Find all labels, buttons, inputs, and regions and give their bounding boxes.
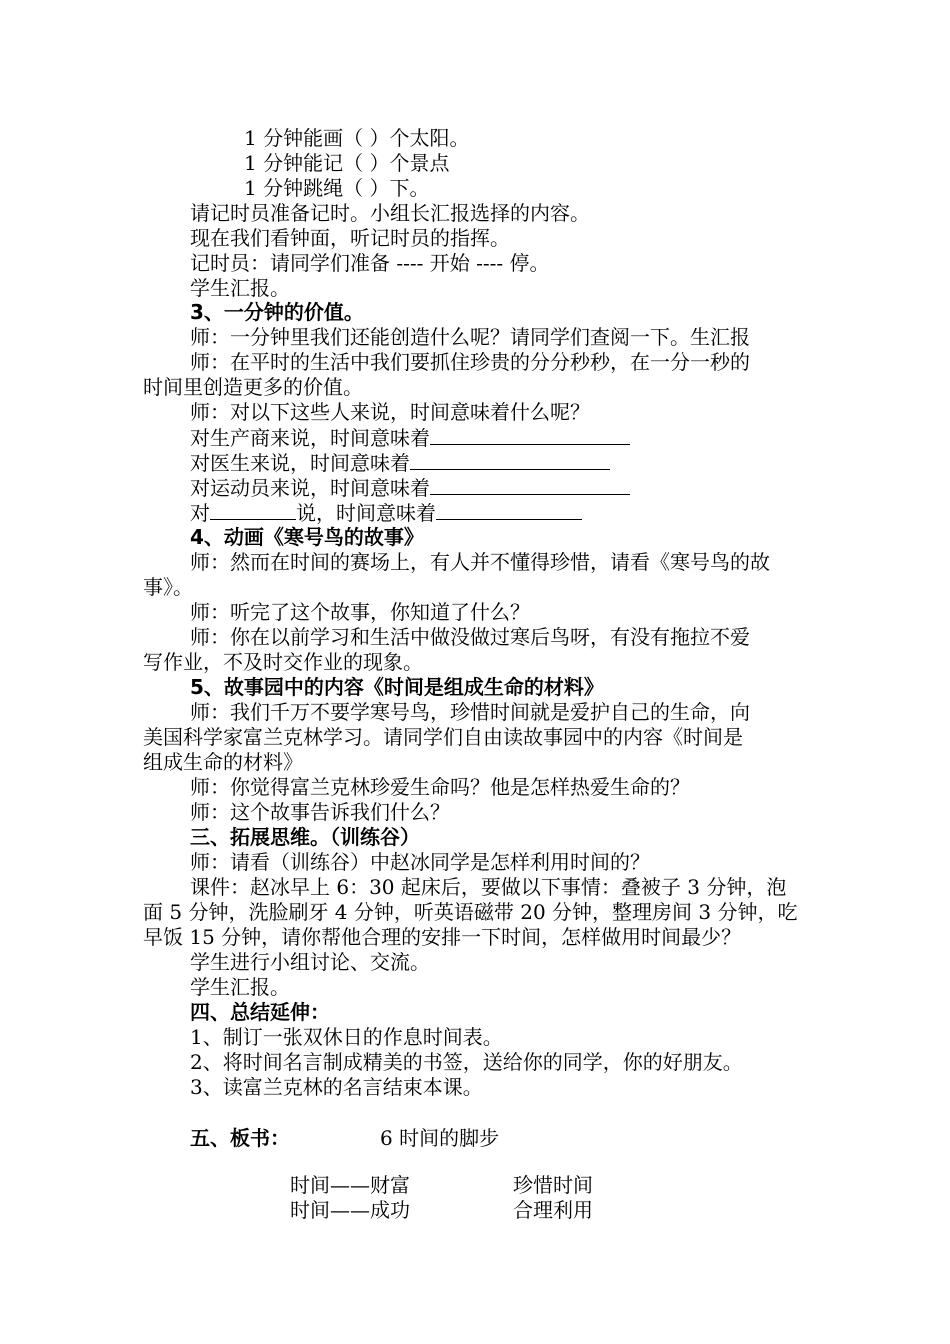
text-line: 1 分钟跳绳（ ）下。 [244,176,430,200]
text-line: 师：听完了这个故事，你知道了什么？ [190,600,530,624]
board-item: 时间——财富 [290,1173,410,1197]
section-heading: 五、板书： [190,1126,290,1150]
text-line: 师：对以下这些人来说，时间意味着什么呢？ [190,400,590,424]
fill-in-prompt: 对运动员来说，时间意味着 [190,476,430,500]
list-item: 1、制订一张双休日的作息时间表。 [190,1025,503,1049]
fill-in-line [190,499,582,525]
section-heading: 三、拓展思维。（训练谷） [190,825,420,849]
text-line: 1 分钟能画（ ）个太阳。 [244,126,470,150]
board-item: 合理利用 [513,1198,593,1222]
list-item: 2、将时间名言制成精美的书签，送给你的同学，你的好朋友。 [190,1050,743,1074]
text-line: 1 分钟能记（ ）个景点 [244,151,450,175]
answer-blank[interactable] [436,499,582,520]
fill-in-prompt: 对医生来说，时间意味着 [190,451,410,475]
fill-in-line [190,424,630,450]
text-line: 师：请看（训练谷）中赵冰同学是怎样利用时间的？ [190,850,650,874]
text-line: 师：一分钟里我们还能创造什么呢？请同学们查阅一下。生汇报 [190,325,750,349]
fill-in-line [190,449,610,475]
text-line: 师：在平时的生活中我们要抓住珍贵的分分秒秒，在一分一秒的 [190,350,750,374]
answer-blank[interactable] [210,499,296,520]
section-heading: 5、故事园中的内容《时间是组成生命的材料》 [190,675,604,699]
fill-in-prompt: 说，时间意味着 [296,501,436,525]
board-title: 6 时间的脚步 [380,1126,500,1150]
section-heading: 四、总结延伸： [190,1000,330,1024]
text-line: 课件：赵冰早上 6：30 起床后，要做以下事情：叠被子 3 分钟，泡 [190,875,787,899]
text-line: 师：你在以前学习和生活中做没做过寒后鸟呀，有没有拖拉不爱 [190,625,750,649]
text-line: 学生汇报。 [190,975,290,999]
text-line: 写作业，不及时交作业的现象。 [143,650,423,674]
fill-in-prompt: 对 [190,501,210,525]
text-line: 现在我们看钟面，听记时员的指挥。 [190,226,510,250]
text-line: 学生汇报。 [190,276,290,300]
board-item: 珍惜时间 [513,1173,593,1197]
text-line: 师：这个故事告诉我们什么？ [190,800,450,824]
text-line: 记时员：请同学们准备 ---- 开始 ---- 停。 [190,251,550,275]
text-line: 师：我们千万不要学寒号鸟，珍惜时间就是爱护自己的生命，向 [190,700,750,724]
text-line: 师：然而在时间的赛场上，有人并不懂得珍惜，请看《寒号鸟的故 [190,550,770,574]
section-heading: 4、动画《寒号鸟的故事》 [190,525,424,549]
text-line: 早饭 15 分钟，请你帮他合理的安排一下时间，怎样做用时间最少？ [143,925,742,949]
answer-blank[interactable] [430,474,630,495]
text-line: 美国科学家富兰克林学习。请同学们自由读故事园中的内容《时间是 [143,725,743,749]
fill-in-prompt: 对生产商来说，时间意味着 [190,426,430,450]
text-line: 面 5 分钟，洗脸刷牙 4 分钟，听英语磁带 20 分钟，整理房间 3 分钟，吃 [143,900,798,924]
text-line: 时间里创造更多的价值。 [143,375,363,399]
list-item: 3、读富兰克林的名言结束本课。 [190,1075,483,1099]
text-line: 师：你觉得富兰克林珍爱生命吗？他是怎样热爱生命的？ [190,775,690,799]
answer-blank[interactable] [410,449,610,470]
board-item: 时间——成功 [290,1198,410,1222]
fill-in-line [190,474,630,500]
answer-blank[interactable] [430,424,630,445]
text-line: 请记时员准备记时。小组长汇报选择的内容。 [190,201,590,225]
text-line: 组成生命的材料》 [143,750,303,774]
text-line: 学生进行小组讨论、交流。 [190,950,430,974]
section-heading: 3、一分钟的价值。 [190,300,364,324]
text-line: 事》。 [143,575,193,599]
